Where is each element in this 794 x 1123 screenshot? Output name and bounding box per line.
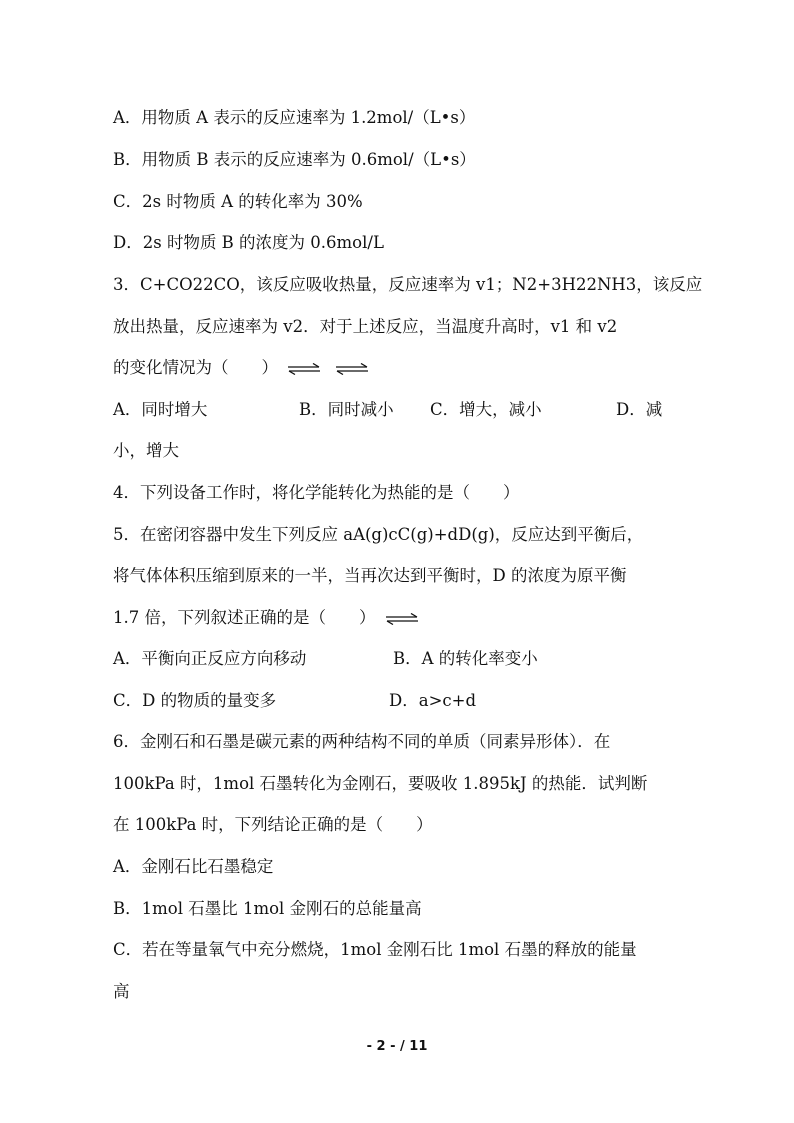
- q3-option-b: B．同时减小: [299, 400, 394, 419]
- q6-line-1: 6．金刚石和石墨是碳元素的两种结构不同的单质（同素异形体）．在: [113, 732, 611, 751]
- q3-option-a: A．同时增大: [113, 400, 208, 419]
- q5-option-d: D．a>c+d: [389, 691, 477, 710]
- q5-option-b: B．A 的转化率变小: [393, 649, 538, 668]
- q3-option-c: C．增大，减小: [430, 400, 542, 419]
- q5-option-a: A．平衡向正反应方向移动: [113, 649, 307, 668]
- q6-line-3: 在 100kPa 时，下列结论正确的是（ ）: [113, 815, 433, 834]
- q5-option-c: C．D 的物质的量变多: [113, 691, 277, 710]
- q2-option-c: C．2s 时物质 A 的转化率为 30%: [113, 192, 363, 211]
- q6-option-a: A．金刚石比石墨稳定: [113, 857, 274, 876]
- q3-option-d-cont: 小，增大: [113, 441, 179, 460]
- q2-option-b: B．用物质 B 表示的反应速率为 0.6mol/（L•s）: [113, 150, 476, 169]
- q5-line-3-row: [113, 608, 423, 628]
- q6-option-c-cont: 高: [113, 982, 130, 1001]
- equilibrium-arrow-icon: [335, 363, 369, 375]
- q5-line-1: 5．在密闭容器中发生下列反应 aA(g)cC(g)+dD(g)，反应达到平衡后，: [113, 525, 644, 544]
- q3-option-d: D．减: [616, 400, 663, 419]
- q6-option-c: C．若在等量氧气中充分燃烧，1mol 金刚石比 1mol 石墨的释放的能量: [113, 940, 637, 959]
- q2-option-a: A．用物质 A 表示的反应速率为 1.2mol/（L•s）: [113, 108, 476, 127]
- q4-line-1: 4．下列设备工作时，将化学能转化为热能的是（ ）: [113, 483, 520, 502]
- q5-line-2: 将气体体积压缩到原来的一半，当再次达到平衡时，D 的浓度为原平衡: [113, 566, 627, 585]
- equilibrium-arrow-icon: [287, 363, 321, 375]
- q6-line-2: 100kPa 时，1mol 石墨转化为金刚石，要吸收 1.895kJ 的热能．试判断: [113, 774, 648, 793]
- equilibrium-arrow-icon: [385, 613, 419, 625]
- q6-option-b: B．1mol 石墨比 1mol 金刚石的总能量高: [113, 899, 422, 918]
- q3-line-3-row: [113, 358, 373, 378]
- q3-line-2: 放出热量，反应速率为 v2．对于上述反应，当温度升高时，v1 和 v2: [113, 317, 618, 336]
- q3-line-3: 的变化情况为（ ）: [113, 358, 278, 377]
- page-number: - 2 - / 11: [366, 1039, 428, 1054]
- q5-line-3: 1.7 倍，下列叙述正确的是（ ）: [113, 608, 376, 627]
- q3-line-1: 3．C+CO22CO，该反应吸收热量，反应速率为 v1；N2+3H22NH3，该反应: [113, 275, 703, 294]
- q2-option-d: D．2s 时物质 B 的浓度为 0.6mol/L: [113, 233, 384, 252]
